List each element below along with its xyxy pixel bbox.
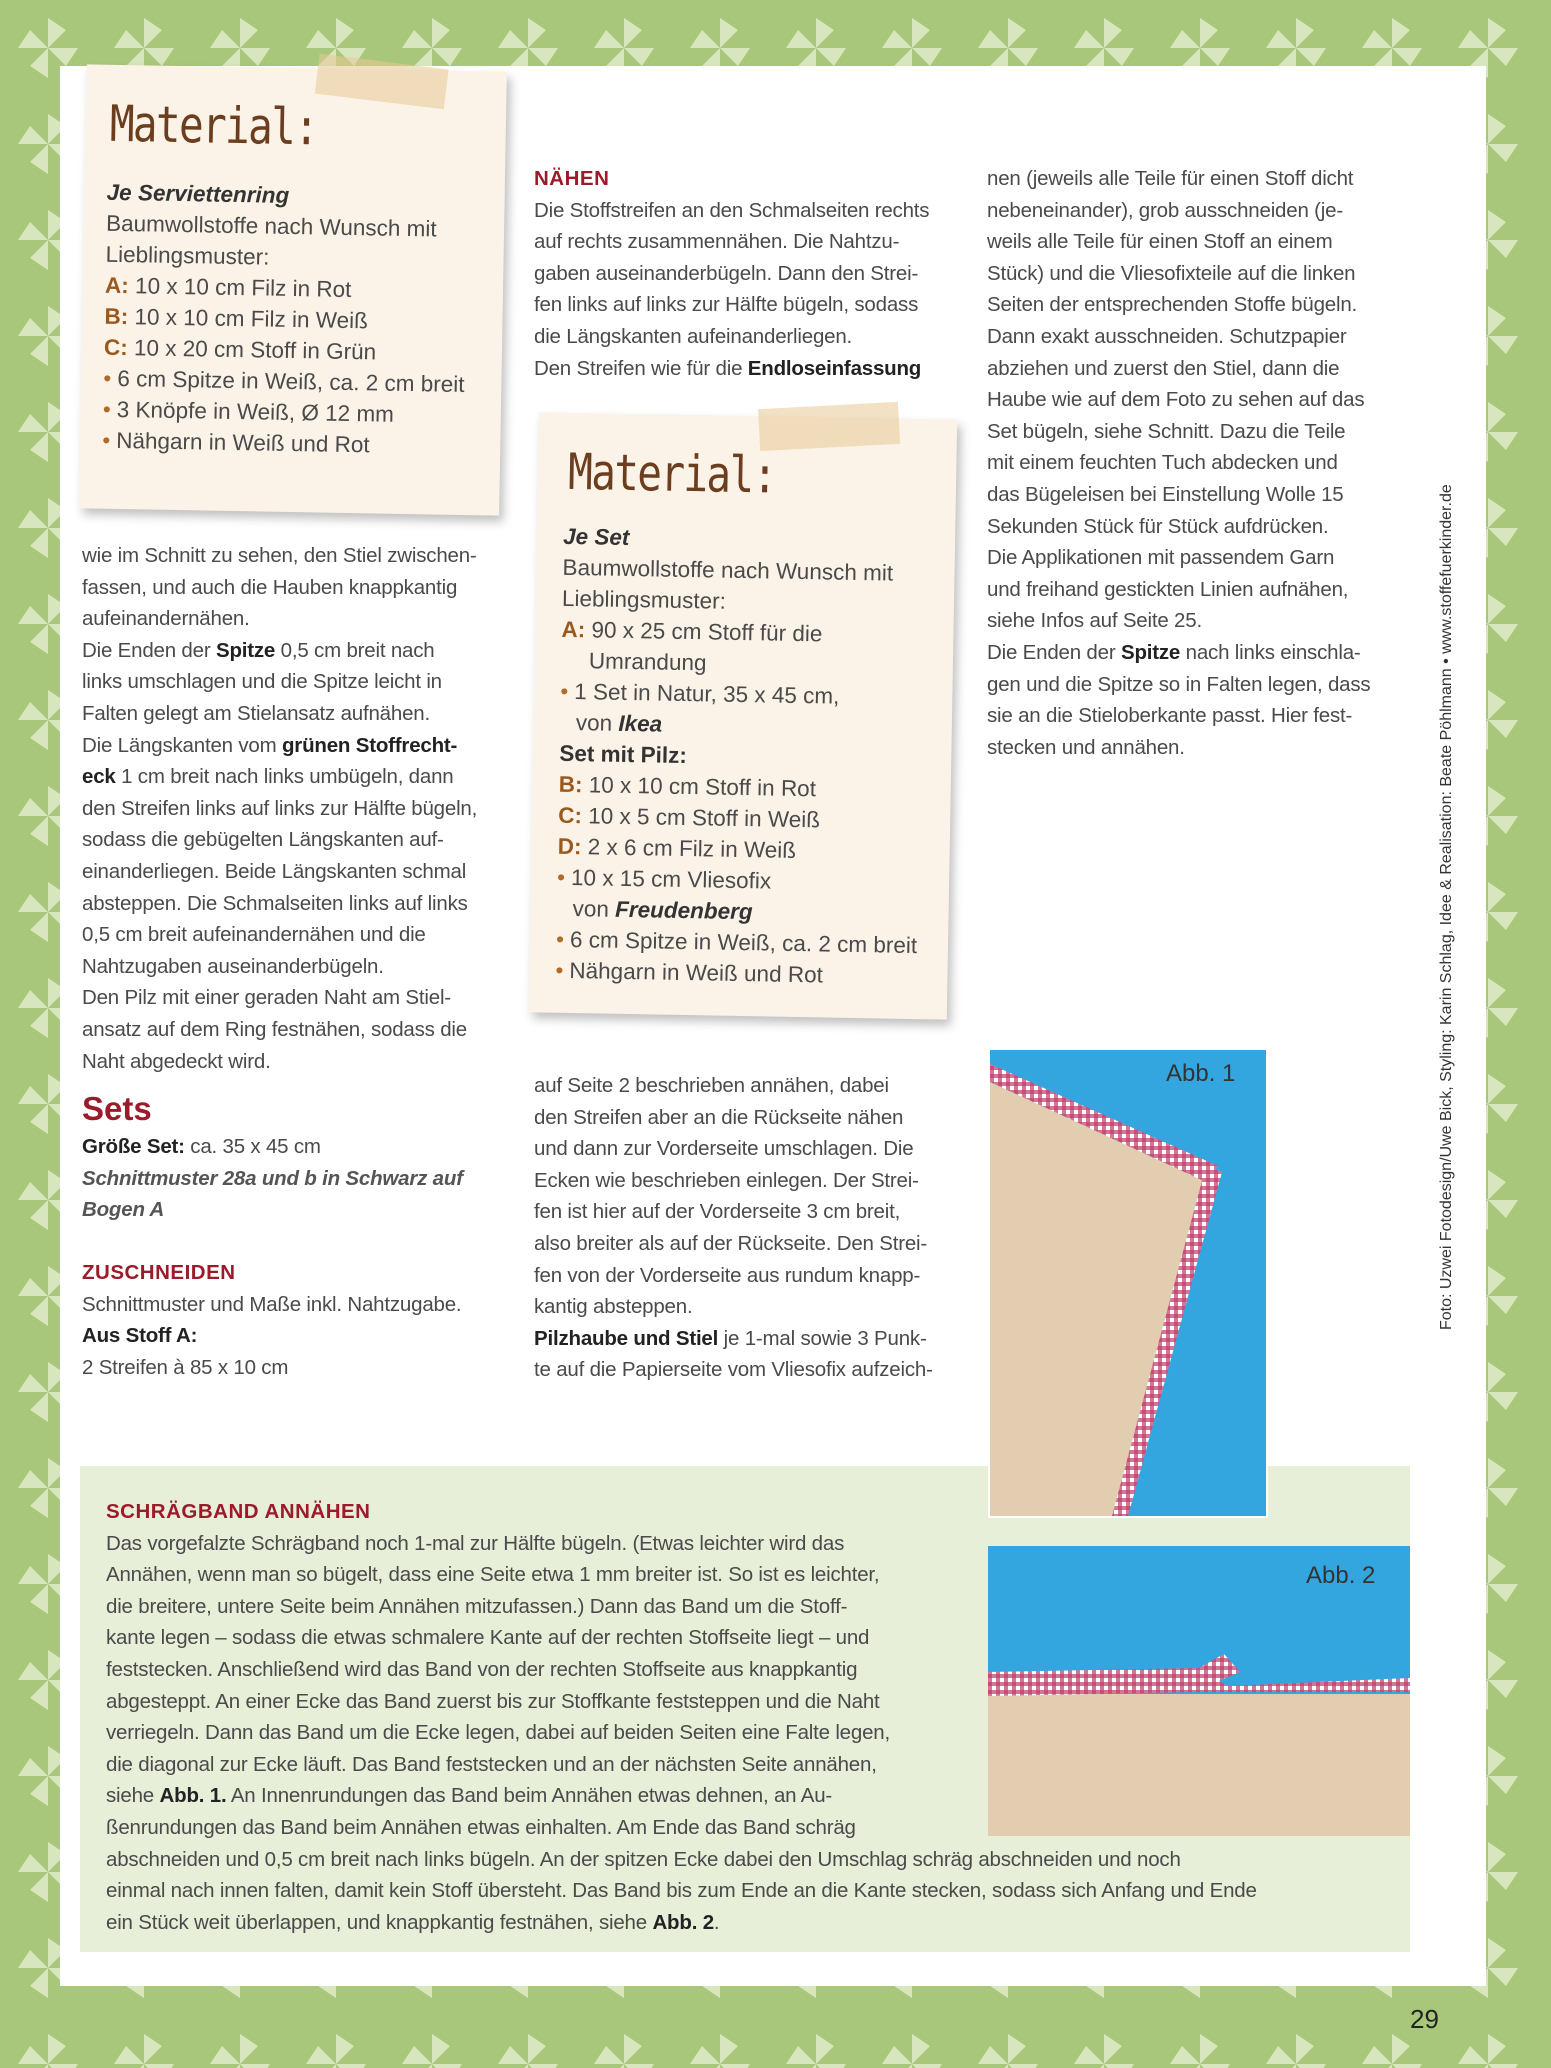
material-item-b: B: 10 x 10 cm Stoff in Rot — [558, 771, 817, 802]
sets-info — [82, 1131, 522, 1226]
material-line: Baumwollstoffe nach Wunsch mit — [562, 554, 894, 586]
material-item-a: A: 10 x 10 cm Filz in Rot — [104, 272, 352, 303]
material-bullet: • 6 cm Spitze in Weiß, ca. 2 cm breit — [555, 926, 918, 959]
photo-credit: Foto: Uzwei Fotodesign/Uwe Bick, Styling: Karin Schlag, Idee & Realisation: Beate Pöhlmann • www.stoffefuerkinder.de — [1438, 484, 1455, 1330]
material-bullet: • Nähgarn in Weiß und Rot — [102, 427, 370, 458]
column-2-bottom — [534, 1070, 964, 1386]
text-line: fassen, und auch die Hauben knappkantig — [82, 575, 458, 599]
text-line: die breitere, untere Seite beim Annähen mitzufassen.) Dann das Band um die Stoff- — [106, 1594, 848, 1618]
text-line: den Streifen links auf links zur Hälfte bügeln, — [82, 796, 478, 820]
zuschneiden-section — [82, 1257, 522, 1383]
text-line: absteppen. Die Schmalseiten links auf links — [82, 891, 468, 915]
material-item-b: B: 10 x 10 cm Filz in Weiß — [104, 303, 369, 334]
text-line: fen links auf links zur Hälfte bügeln, sodass — [534, 293, 919, 317]
text-line: links umschlagen und die Spitze leicht in — [82, 670, 442, 694]
text-line: die Längskanten aufeinanderliegen. — [534, 324, 853, 348]
text-line: Die Enden der Spitze nach links einschla- — [987, 640, 1361, 664]
text-line: 0,5 cm breit aufeinandernähen und die — [82, 923, 426, 947]
zuschneiden-heading: ZUSCHNEIDEN — [82, 1261, 236, 1284]
text-line: Die Längskanten vom grünen Stoffrecht- — [82, 733, 458, 757]
text-line: wie im Schnitt zu sehen, den Stiel zwischen- — [82, 544, 477, 567]
text-line: nebeneinander), grob ausschneiden (je- — [987, 198, 1343, 222]
text-line: Den Pilz mit einer geraden Naht am Stiel- — [82, 986, 451, 1010]
text-line: fen ist hier auf der Vorderseite 3 cm breit, — [534, 1200, 901, 1224]
material-line: Baumwollstoffe nach Wunsch mit — [105, 210, 437, 242]
text-line: mit einem feuchten Tuch abdecken und — [987, 451, 1338, 475]
text-line: ein Stück weit überlappen, und knappkantig festnähen, siehe Abb. 2. — [106, 1910, 720, 1934]
text-line: Stück) und die Vliesofixteile auf die linken — [987, 261, 1356, 285]
page-number: 29 — [1410, 2004, 1439, 2034]
material-line: von Ikea — [575, 710, 663, 737]
text-line: und freihand gestickten Linien aufnähen, — [987, 577, 1349, 601]
text-line: Pilzhaube und Stiel je 1-mal sowie 3 Punk- — [534, 1326, 927, 1350]
text-line: ansatz auf dem Ring festnähen, sodass die — [82, 1017, 467, 1041]
text-line: Naht abgedeckt wird. — [82, 1049, 271, 1073]
groesse-line: Größe Set: ca. 35 x 45 cm — [82, 1135, 321, 1158]
text-line: nen (jeweils alle Teile für einen Stoff dicht — [987, 167, 1354, 190]
column-3 — [987, 163, 1417, 763]
material-item-d: D: 2 x 6 cm Filz in Weiß — [557, 833, 797, 863]
aus-stoff-line: Aus Stoff A: — [82, 1324, 198, 1348]
text-line: Seiten der entsprechenden Stoffe bügeln. — [987, 293, 1358, 317]
text-line: und dann zur Vorderseite umschlagen. Die — [534, 1137, 914, 1161]
text-line: sie an die Stieloberkante passt. Hier fest- — [987, 704, 1353, 728]
material-item-c: C: 10 x 5 cm Stoff in Weiß — [558, 802, 821, 833]
text-line: sodass die gebügelten Längskanten auf- — [82, 828, 444, 852]
text-line: Annähen, wenn man so bügelt, dass eine Seite etwa 1 mm breiter ist. So ist es leichter, — [106, 1563, 880, 1587]
text-line: Nahtzugaben auseinanderbügeln. — [82, 954, 384, 978]
schraegband-heading: SCHRÄGBAND ANNÄHEN — [106, 1500, 371, 1523]
material-bullet: • 10 x 15 cm Vliesofix — [556, 864, 772, 894]
text-line: abgesteppt. An einer Ecke das Band zuerst bis zur Stoffkante feststeppen und die Naht — [106, 1689, 880, 1713]
text-line: stecken und annähen. — [987, 735, 1185, 759]
text-line: Die Stoffstreifen an den Schmalseiten rechts — [534, 198, 930, 222]
material-bullet: • 3 Knöpfe in Weiß, Ø 12 mm — [102, 396, 395, 427]
material-title: Material: — [567, 442, 777, 505]
text-line: gen und die Spitze so in Falten legen, dass — [987, 672, 1371, 696]
text-line: siehe Infos auf Seite 25. — [987, 609, 1202, 633]
text-line: Die Applikationen mit passendem Garn — [987, 546, 1335, 570]
text-line: Sekunden Stück für Stück aufdrücken. — [987, 514, 1329, 538]
text-line: te auf die Papierseite vom Vliesofix aufzeich- — [534, 1358, 933, 1382]
sets-heading: Sets — [82, 1090, 152, 1127]
text-line: also breiter als auf der Rückseite. Den Strei- — [534, 1231, 928, 1255]
text-line: auf Seite 2 beschrieben annähen, dabei — [534, 1074, 889, 1097]
material-per-item: Je Set — [562, 523, 630, 550]
text-line: Ecken wie beschrieben einlegen. Der Strei- — [534, 1168, 919, 1192]
text-line: kantig absteppen. — [534, 1295, 693, 1319]
photo-abb-1-image — [990, 1050, 1266, 1516]
material-title: Material: — [109, 94, 318, 157]
text-line: Falten gelegt am Stielansatz aufnähen. — [82, 701, 430, 725]
text-line: einanderliegen. Beide Längskanten schmal — [82, 859, 467, 883]
abb-2-label: Abb. 2 — [1306, 1562, 1376, 1589]
text-line: Die Enden der Spitze 0,5 cm breit nach — [82, 638, 435, 662]
text-line: einmal nach innen falten, damit kein Stoff übersteht. Das Band bis zum Ende an die Kante stecken, sodass sich Anfang und Ende — [106, 1879, 1257, 1903]
text-line: 2 Streifen à 85 x 10 cm — [82, 1355, 289, 1379]
text-line: ßenrundungen das Band beim Annähen etwas einhalten. Am Ende das Band schräg — [106, 1815, 856, 1839]
schnitt-line: Schnittmuster 28a und b in Schwarz auf — [82, 1166, 463, 1190]
material-line: Umrandung — [588, 648, 707, 676]
material-list — [555, 521, 948, 993]
text-line: weils alle Teile für einen Stoff an einem — [987, 230, 1333, 254]
material-note-2 — [529, 412, 957, 1019]
text-line: kante legen – sodass die etwas schmalere Kante auf der rechten Stoffseite liegt – und — [106, 1626, 870, 1650]
text-line: das Bügeleisen bei Einstellung Wolle 15 — [987, 482, 1344, 506]
material-note-1 — [79, 64, 507, 515]
material-item-a: A: 90 x 25 cm Stoff für die — [561, 616, 823, 647]
text-line: fen von der Vorderseite aus rundum knapp- — [534, 1263, 921, 1287]
tape-strip — [758, 402, 900, 451]
text-line: auf rechts zusammennähen. Die Nahtzu- — [534, 230, 900, 254]
column-2-top — [534, 163, 964, 384]
text-line: gaben auseinanderbügeln. Dann den Strei- — [534, 261, 919, 285]
text-line: Set bügeln, siehe Schnitt. Dazu die Teile — [987, 419, 1346, 443]
material-bullet: • 6 cm Spitze in Weiß, ca. 2 cm breit — [103, 365, 465, 398]
text-line: abziehen und zuerst den Stiel, dann die — [987, 356, 1340, 380]
material-list — [102, 177, 497, 463]
text-line: abschneiden und 0,5 cm breit nach links bügeln. An der spitzen Ecke dabei den Umschlag schräg abschneiden und noch — [106, 1847, 1181, 1871]
material-line: von Freudenberg — [572, 896, 753, 925]
text-line: Den Streifen wie für die Endloseinfassung — [534, 356, 922, 380]
material-line: Lieblingsmuster: — [105, 241, 270, 270]
material-line: Lieblingsmuster: — [561, 585, 727, 614]
text-line: aufeinandernähen. — [82, 607, 250, 631]
text-line: siehe Abb. 1. An Innenrundungen das Band beim Annähen etwas dehnen, an Au- — [106, 1784, 833, 1808]
material-item-c: C: 10 x 20 cm Stoff in Grün — [103, 334, 377, 365]
text-line: eck 1 cm breit nach links umbügeln, dann — [82, 765, 454, 789]
material-bullet: • Nähgarn in Weiß und Rot — [555, 957, 824, 988]
abb-1-label: Abb. 1 — [1166, 1060, 1236, 1087]
text-line: die diagonal zur Ecke läuft. Das Band feststecken und an der nächsten Seite annähen, — [106, 1752, 877, 1776]
text-line: den Streifen aber an die Rückseite nähen — [534, 1105, 904, 1129]
text-line: feststecken. Anschließend wird das Band von der rechten Stoffseite aus knappkantig — [106, 1657, 858, 1681]
set-mit-pilz: Set mit Pilz: — [559, 740, 688, 769]
column-1 — [82, 540, 512, 1077]
text-line: Dann exakt ausschneiden. Schutzpapier — [987, 324, 1347, 348]
material-bullet: • 1 Set in Natur, 35 x 45 cm, — [560, 678, 840, 709]
text-line: Haube wie auf dem Foto zu sehen auf das — [987, 388, 1365, 412]
schnitt-line: Bogen A — [82, 1198, 165, 1222]
material-per-item: Je Serviettenring — [106, 179, 290, 208]
text-line: verriegeln. Dann das Band um die Ecke legen, dabei auf beiden Seiten eine Falte legen, — [106, 1721, 890, 1745]
text-line: Schnittmuster und Maße inkl. Nahtzugabe. — [82, 1292, 462, 1316]
photo-abb-2 — [988, 1546, 1410, 1836]
text-line: Das vorgefalzte Schrägband noch 1-mal zur Hälfte bügeln. (Etwas leichter wird das — [106, 1531, 845, 1555]
naehen-heading: NÄHEN — [534, 167, 610, 190]
photo-abb-1 — [988, 1048, 1268, 1518]
